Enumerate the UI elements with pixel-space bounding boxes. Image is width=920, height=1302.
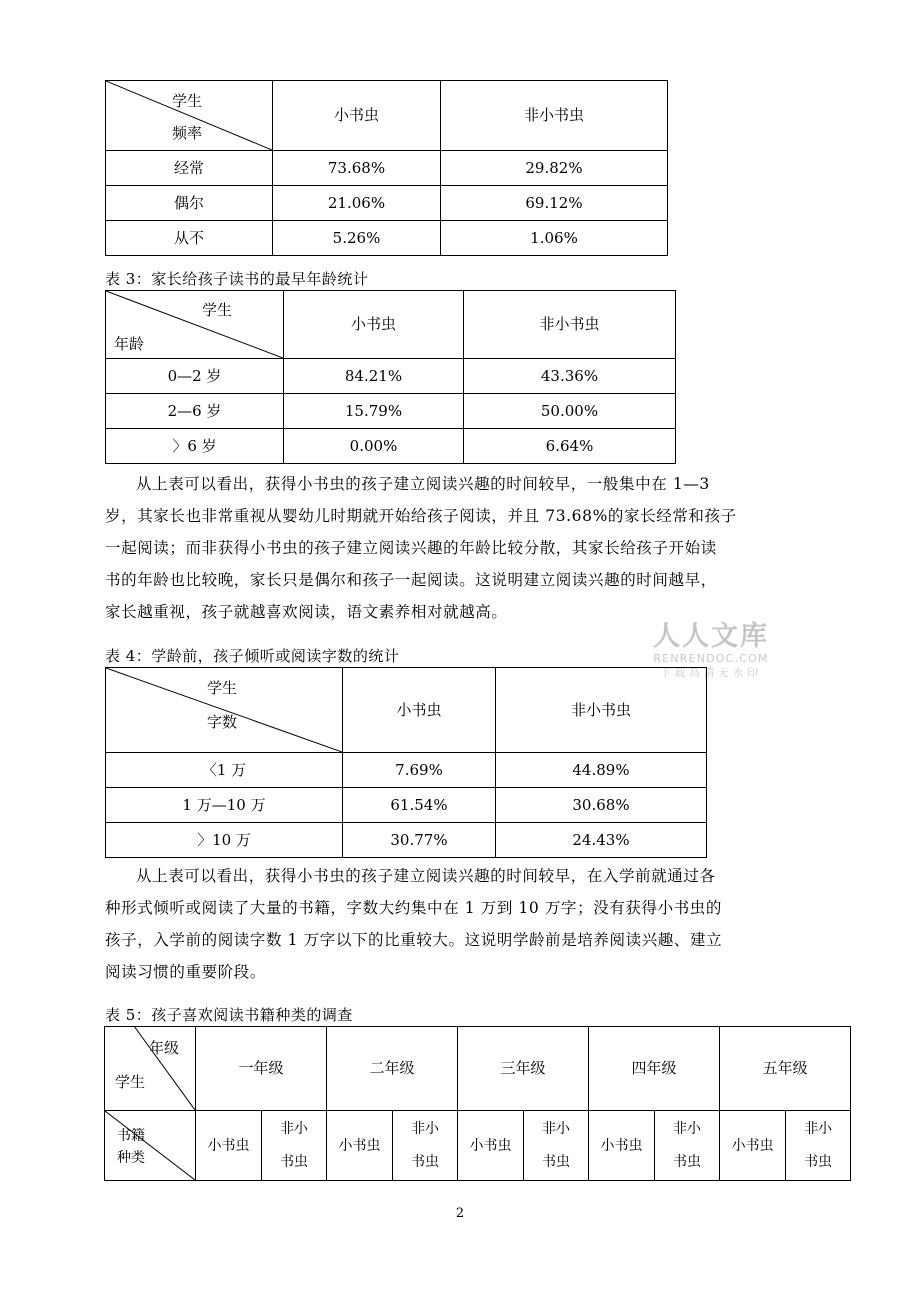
corner-header-top: 学生 [207, 679, 238, 697]
subheader-non-bookworm: 非小 书虫 [524, 1111, 589, 1181]
column-header: 非小书虫 [496, 668, 707, 753]
subheader-bookworm: 小书虫 [327, 1111, 393, 1181]
table-cell: 7.69% [343, 753, 496, 788]
table-row [106, 788, 707, 823]
table-row [106, 823, 707, 858]
table-row [106, 186, 668, 221]
analysis-paragraph [105, 860, 815, 988]
column-header: 小书虫 [284, 291, 464, 359]
table-row [106, 429, 676, 464]
table-corner-cell [106, 291, 284, 359]
column-header: 非小书虫 [464, 291, 676, 359]
paragraph-line: 岁，其家长也非常重视从婴幼儿时期就开始给孩子阅读，并且 73.68%的家长经常和孩子 [105, 507, 737, 525]
table-cell: 30.77% [343, 823, 496, 858]
table-cell: 15.79% [284, 394, 464, 429]
table-row [106, 753, 707, 788]
paragraph-line: 一起阅读；而非获得小书虫的孩子建立阅读兴趣的年龄比较分散，其家长给孩子开始读 [105, 539, 717, 557]
subheader-non-bookworm: 非小 书虫 [393, 1111, 458, 1181]
grade-header: 五年级 [720, 1027, 851, 1111]
paragraph-line: 家长越重视，孩子就越喜欢阅读，语文素养相对就越高。 [105, 603, 508, 621]
watermark-title: 人人文库 [653, 621, 769, 652]
paragraph-line: 从上表可以看出，获得小书虫的孩子建立阅读兴趣的时间较早，一般集中在 1—3 [136, 475, 710, 493]
row-label: 〈1 万 [106, 753, 343, 788]
table-preschool-word-count [105, 667, 707, 858]
subheader-non-bookworm: 非小 书虫 [655, 1111, 720, 1181]
row-label: 2—6 岁 [106, 394, 284, 429]
corner-header-type: 种类 [117, 1150, 145, 1166]
table-cell: 44.89% [496, 753, 707, 788]
table-row [106, 151, 668, 186]
table-cell: 61.54% [343, 788, 496, 823]
table-cell: 43.36% [464, 359, 676, 394]
table-row [106, 221, 668, 256]
subheader-bookworm: 小书虫 [458, 1111, 524, 1181]
table-cell: 1.06% [441, 221, 668, 256]
subheader-non-bookworm: 非小 书虫 [786, 1111, 851, 1181]
row-label: 1 万—10 万 [106, 788, 343, 823]
table-cell: 0.00% [284, 429, 464, 464]
subheader-bookworm: 小书虫 [589, 1111, 655, 1181]
corner-header-bottom: 频率 [172, 124, 203, 142]
corner-header-top: 学生 [202, 301, 233, 319]
table-corner-cell [105, 1027, 196, 1111]
row-label: 〉6 岁 [106, 429, 284, 464]
row-label: 〉10 万 [106, 823, 343, 858]
corner-header-book: 书籍 [117, 1128, 145, 1144]
table-cell: 30.68% [496, 788, 707, 823]
grade-header: 一年级 [196, 1027, 327, 1111]
paragraph-line: 种形式倾听或阅读了大量的书籍，字数大约集中在 1 万到 10 万字；没有获得小书虫的 [105, 899, 722, 917]
row-label: 0—2 岁 [106, 359, 284, 394]
table-cell: 6.64% [464, 429, 676, 464]
table-cell: 24.43% [496, 823, 707, 858]
grade-header: 二年级 [327, 1027, 458, 1111]
subheader-bookworm: 小书虫 [720, 1111, 786, 1181]
paragraph-line: 阅读习惯的重要阶段。 [105, 963, 267, 981]
paragraph-line: 孩子，入学前的阅读字数 1 万字以下的比重较大。这说明学龄前是培养阅读兴趣、建立 [105, 931, 723, 949]
table-reading-frequency [105, 80, 668, 256]
watermark-tagline: 下载高清无水印 [660, 667, 762, 679]
subheader-bookworm: 小书虫 [196, 1111, 262, 1181]
table-cell: 73.68% [273, 151, 441, 186]
table-cell: 69.12% [441, 186, 668, 221]
table-cell: 84.21% [284, 359, 464, 394]
row-label: 经常 [106, 151, 273, 186]
table-corner-cell [106, 668, 343, 753]
table-corner-cell [106, 81, 273, 151]
paragraph-line: 书的年龄也比较晚，家长只是偶尔和孩子一起阅读。这说明建立阅读兴趣的时间越早， [105, 571, 717, 589]
table-corner-cell [105, 1111, 196, 1181]
table-caption: 表 3：家长给孩子读书的最早年龄统计 [105, 270, 369, 288]
table-cell: 50.00% [464, 394, 676, 429]
corner-header-bottom: 字数 [207, 713, 238, 731]
watermark-url: RENRENDOC.COM [653, 652, 769, 665]
paragraph-line: 从上表可以看出，获得小书虫的孩子建立阅读兴趣的时间较早，在入学前就通过各 [136, 867, 716, 885]
column-header: 小书虫 [343, 668, 496, 753]
table-book-type-preference [104, 1026, 851, 1181]
corner-header-student: 学生 [115, 1073, 146, 1091]
grade-header: 三年级 [458, 1027, 589, 1111]
corner-header-top: 学生 [172, 92, 203, 110]
row-label: 从不 [106, 221, 273, 256]
table-caption: 表 4：学龄前，孩子倾听或阅读字数的统计 [105, 647, 400, 665]
corner-header-grade: 年级 [149, 1039, 180, 1057]
analysis-paragraph [105, 468, 815, 628]
subheader-non-bookworm: 非小 书虫 [262, 1111, 327, 1181]
table-row [106, 394, 676, 429]
row-label: 偶尔 [106, 186, 273, 221]
column-header: 小书虫 [273, 81, 441, 151]
grade-header: 四年级 [589, 1027, 720, 1111]
table-cell: 21.06% [273, 186, 441, 221]
table-caption: 表 5：孩子喜欢阅读书籍种类的调查 [105, 1006, 353, 1024]
corner-header-bottom: 年龄 [114, 335, 145, 353]
column-header: 非小书虫 [441, 81, 668, 151]
table-earliest-reading-age [105, 290, 676, 464]
diagonal-divider [105, 1111, 195, 1180]
table-cell: 5.26% [273, 221, 441, 256]
page-number: 2 [455, 1206, 465, 1221]
table-row [106, 359, 676, 394]
table-cell: 29.82% [441, 151, 668, 186]
